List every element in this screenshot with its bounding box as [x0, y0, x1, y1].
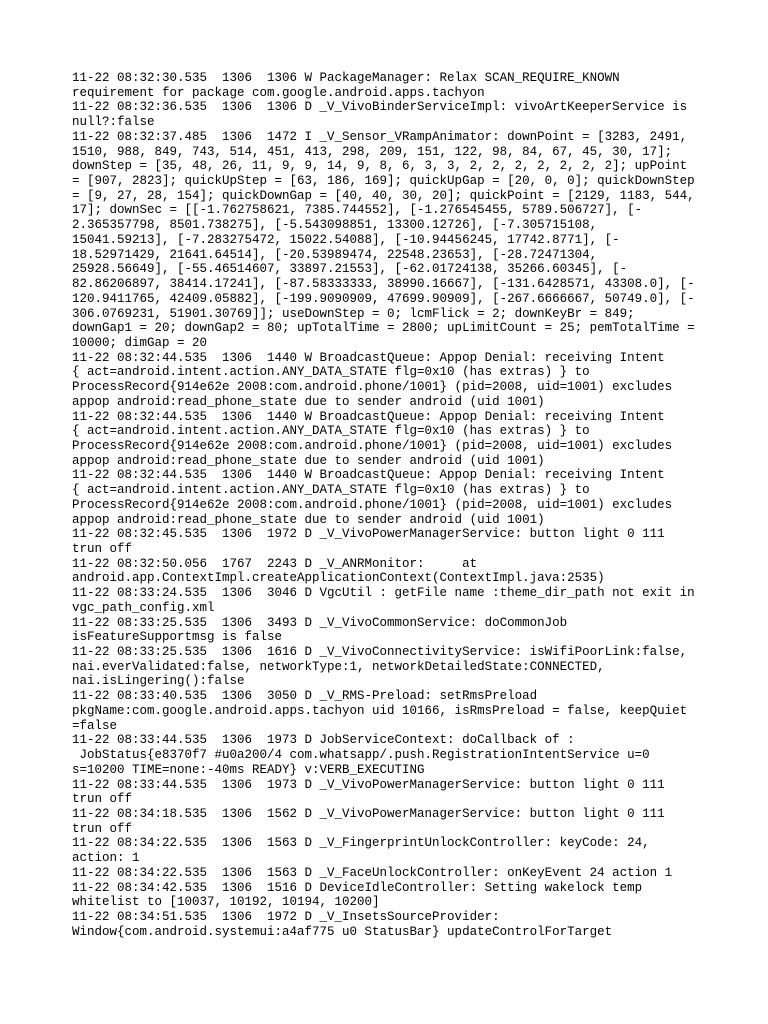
log-line: downStep = [35, 48, 26, 11, 9, 9, 14, 9, 8, 6, 3, 3, 2, 2, 2, 2, 2, 2, 2]; upPoint	[72, 159, 688, 174]
log-line: ProcessRecord{914e62e 2008:com.android.phone/1001} (pid=2008, uid=1001) excludes	[72, 380, 673, 395]
log-line: trun off	[72, 821, 133, 836]
log-text-block	[72, 71, 700, 939]
log-line: 11-22 08:32:45.535 1306 1972 D _V_VivoPowerManagerService: button light 0 111	[72, 527, 665, 542]
log-line: 11-22 08:34:22.535 1306 1563 D _V_FingerprintUnlockController: keyCode: 24,	[72, 836, 650, 851]
log-line: appop android:read_phone_state due to sender android (uid 1001)	[72, 394, 545, 409]
log-line: 11-22 08:33:25.535 1306 3493 D _V_VivoCommonService: doCommonJob	[72, 615, 568, 630]
log-line: nai.isLingering():false	[72, 674, 245, 689]
log-line: { act=android.intent.action.ANY_DATA_STATE flg=0x10 (has extras) } to	[72, 424, 590, 439]
log-line: vgc_path_config.xml	[72, 600, 215, 615]
log-line: ProcessRecord{914e62e 2008:com.android.phone/1001} (pid=2008, uid=1001) excludes	[72, 497, 673, 512]
log-line: 82.86206897, 38414.17241], [-87.58333333, 38990.16667], [-131.6428571, 43308.0], [-	[72, 277, 695, 292]
log-line: 11-22 08:34:42.535 1306 1516 D DeviceIdleController: Setting wakelock temp	[72, 880, 643, 895]
log-line: { act=android.intent.action.ANY_DATA_STATE flg=0x10 (has extras) } to	[72, 483, 590, 498]
log-line: { act=android.intent.action.ANY_DATA_STATE flg=0x10 (has extras) } to	[72, 365, 590, 380]
log-line: android.app.ContextImpl.createApplicationContext(ContextImpl.java:2535)	[72, 571, 605, 586]
log-line: 11-22 08:33:44.535 1306 1973 D JobServiceContext: doCallback of :	[72, 733, 575, 748]
log-line: 11-22 08:32:44.535 1306 1440 W BroadcastQueue: Appop Denial: receiving Intent	[72, 468, 665, 483]
log-line: pkgName:com.google.android.apps.tachyon uid 10166, isRmsPreload = false, keepQuiet	[72, 703, 688, 718]
log-line: 11-22 08:32:36.535 1306 1306 D _V_VivoBinderServiceImpl: vivoArtKeeperService is	[72, 100, 688, 115]
log-line: appop android:read_phone_state due to sender android (uid 1001)	[72, 512, 545, 527]
log-line: downGap1 = 20; downGap2 = 80; upTotalTime = 2800; upLimitCount = 25; pemTotalTime =	[72, 321, 695, 336]
log-line: ProcessRecord{914e62e 2008:com.android.phone/1001} (pid=2008, uid=1001) excludes	[72, 438, 673, 453]
log-line: 11-22 08:33:25.535 1306 1616 D _V_VivoConnectivityService: isWifiPoorLink:false,	[72, 645, 688, 660]
log-line: 15041.59213], [-7.283275472, 15022.54088], [-10.94456245, 17742.8771], [-	[72, 232, 620, 247]
log-line: 306.0769231, 51901.30769]]; useDownStep = 0; lcmFlick = 2; downKeyBr = 849;	[72, 306, 635, 321]
log-line: 11-22 08:33:40.535 1306 3050 D _V_RMS-Preload: setRmsPreload	[72, 689, 538, 704]
log-line: isFeatureSupportmsg is false	[72, 630, 283, 645]
log-line: 1510, 988, 849, 743, 514, 451, 413, 298, 209, 151, 122, 98, 84, 67, 45, 30, 17];	[72, 144, 673, 159]
log-line: =false	[72, 718, 118, 733]
log-line: trun off	[72, 792, 133, 807]
log-line: s=10200 TIME=none:-40ms READY} v:VERB_EXECUTING	[72, 762, 425, 777]
log-line: 2.365357798, 8501.738275], [-5.543098851, 13300.12726], [-7.305715108,	[72, 218, 598, 233]
log-line: action: 1	[72, 851, 140, 866]
log-line: 10000; dimGap = 20	[72, 335, 208, 350]
log-line: requirement for package com.google.android.apps.tachyon	[72, 85, 485, 100]
log-line: 11-22 08:32:37.485 1306 1472 I _V_Sensor_VRampAnimator: downPoint = [3283, 2491,	[72, 129, 688, 144]
log-line: = [907, 2823]; quickUpStep = [63, 186, 169]; quickUpGap = [20, 0, 0]; quickDownStep	[72, 174, 695, 189]
log-line: 11-22 08:33:24.535 1306 3046 D VgcUtil : getFile name :theme_dir_path not exit in	[72, 586, 695, 601]
log-line: nai.everValidated:false, networkType:1, networkDetailedState:CONNECTED,	[72, 659, 605, 674]
log-line: 11-22 08:32:44.535 1306 1440 W BroadcastQueue: Appop Denial: receiving Intent	[72, 409, 665, 424]
log-line: 11-22 08:34:22.535 1306 1563 D _V_FaceUnlockController: onKeyEvent 24 action 1	[72, 865, 673, 880]
log-line: 11-22 08:32:44.535 1306 1440 W BroadcastQueue: Appop Denial: receiving Intent	[72, 350, 665, 365]
log-line: 25928.56649], [-55.46514607, 33897.21553], [-62.01724138, 35266.60345], [-	[72, 262, 628, 277]
log-line: 11-22 08:33:44.535 1306 1973 D _V_VivoPowerManagerService: button light 0 111	[72, 777, 665, 792]
log-line: Window{com.android.systemui:a4af775 u0 StatusBar} updateControlForTarget	[72, 924, 613, 939]
log-line: 120.9411765, 42409.05882], [-199.9090909, 47699.90909], [-267.6666667, 50749.0], [-	[72, 291, 695, 306]
log-line: appop android:read_phone_state due to sender android (uid 1001)	[72, 453, 545, 468]
log-line: whitelist to [10037, 10192, 10194, 10200]	[72, 895, 380, 910]
log-line: 11-22 08:32:30.535 1306 1306 W PackageManager: Relax SCAN_REQUIRE_KNOWN	[72, 71, 620, 85]
log-line: 11-22 08:32:50.056 1767 2243 D _V_ANRMonitor: at	[72, 556, 478, 571]
log-line: null?:false	[72, 115, 155, 130]
log-line: JobStatus{e8370f7 #u0a200/4 com.whatsapp/.push.RegistrationIntentService u=0	[72, 748, 650, 763]
log-line: 18.52971429, 21641.64514], [-20.53989474, 22548.23653], [-28.72471304,	[72, 247, 598, 262]
log-line: 11-22 08:34:51.535 1306 1972 D _V_InsetsSourceProvider:	[72, 909, 500, 924]
log-line: 17]; downSec = [[-1.762758621, 7385.744552], [-1.276545455, 5789.506727], [-	[72, 203, 643, 218]
log-line: = [9, 27, 28, 154]; quickDownGap = [40, 40, 30, 20]; quickPoint = [2129, 1183, 544,	[72, 188, 695, 203]
log-line: 11-22 08:34:18.535 1306 1562 D _V_VivoPowerManagerService: button light 0 111	[72, 806, 665, 821]
log-line: trun off	[72, 542, 133, 556]
